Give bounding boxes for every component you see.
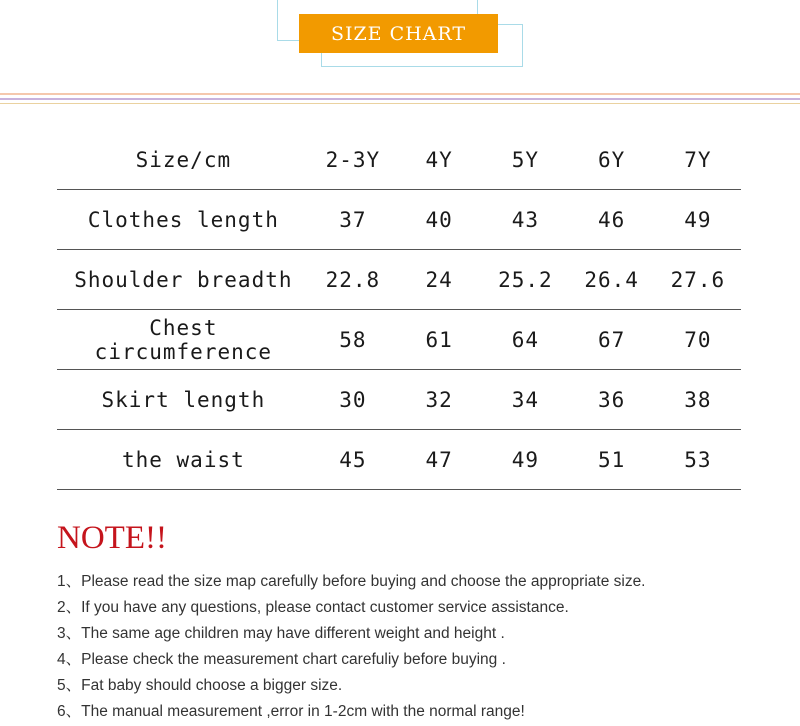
size-table <box>57 130 741 490</box>
note-item: 2、If you have any questions, please contact customer service assistance. <box>57 599 569 616</box>
table-cell: 43 <box>482 190 568 250</box>
table-cell: 30 <box>310 370 396 430</box>
row-label: Shoulder breadth <box>57 250 310 310</box>
table-cell: 34 <box>482 370 568 430</box>
table-row <box>57 190 741 250</box>
table-row <box>57 370 741 430</box>
page-title: SIZE CHART <box>299 14 498 53</box>
row-label: the waist <box>57 430 310 490</box>
note-item: 6、The manual measurement ,error in 1-2cm with the normal range! <box>57 703 525 720</box>
table-cell: 38 <box>655 370 741 430</box>
table-cell: 40 <box>396 190 482 250</box>
divider-line <box>0 103 800 104</box>
table-row <box>57 250 741 310</box>
table-cell: 22.8 <box>310 250 396 310</box>
row-label: Skirt length <box>57 370 310 430</box>
column-header: 2-3Y <box>310 130 396 190</box>
table-cell: 45 <box>310 430 396 490</box>
table-cell: 46 <box>568 190 654 250</box>
table-cell: 53 <box>655 430 741 490</box>
table-cell: 61 <box>396 310 482 370</box>
table-cell: 32 <box>396 370 482 430</box>
table-cell: 25.2 <box>482 250 568 310</box>
row-label: Clothes length <box>57 190 310 250</box>
note-item: 3、The same age children may have different weight and height . <box>57 625 505 642</box>
table-cell: 67 <box>568 310 654 370</box>
note-list <box>57 570 646 726</box>
note-item: 4、Please check the measurement chart carefuliy before buying . <box>57 651 506 668</box>
table-row <box>57 430 741 490</box>
table-cell: 64 <box>482 310 568 370</box>
note-item: 5、Fat baby should choose a bigger size. <box>57 677 343 694</box>
size-chart-header <box>0 0 800 90</box>
table-cell: 36 <box>568 370 654 430</box>
note-heading: NOTE!! <box>57 520 167 556</box>
divider-line <box>0 98 800 100</box>
table-cell: 49 <box>655 190 741 250</box>
column-header: Size/cm <box>57 130 310 190</box>
row-label: Chest circumference <box>57 310 310 370</box>
table-cell: 37 <box>310 190 396 250</box>
column-header: 4Y <box>396 130 482 190</box>
table-cell: 70 <box>655 310 741 370</box>
table-cell: 24 <box>396 250 482 310</box>
table-cell: 51 <box>568 430 654 490</box>
note-item: 1、Please read the size map carefully before buying and choose the appropriate size. <box>57 573 646 590</box>
table-cell: 47 <box>396 430 482 490</box>
column-header: 5Y <box>482 130 568 190</box>
table-cell: 27.6 <box>655 250 741 310</box>
table-cell: 26.4 <box>568 250 654 310</box>
table-header-row <box>57 130 741 190</box>
column-header: 6Y <box>568 130 654 190</box>
divider-line <box>0 93 800 95</box>
table-cell: 49 <box>482 430 568 490</box>
table-cell: 58 <box>310 310 396 370</box>
column-header: 7Y <box>655 130 741 190</box>
table-row <box>57 310 741 370</box>
